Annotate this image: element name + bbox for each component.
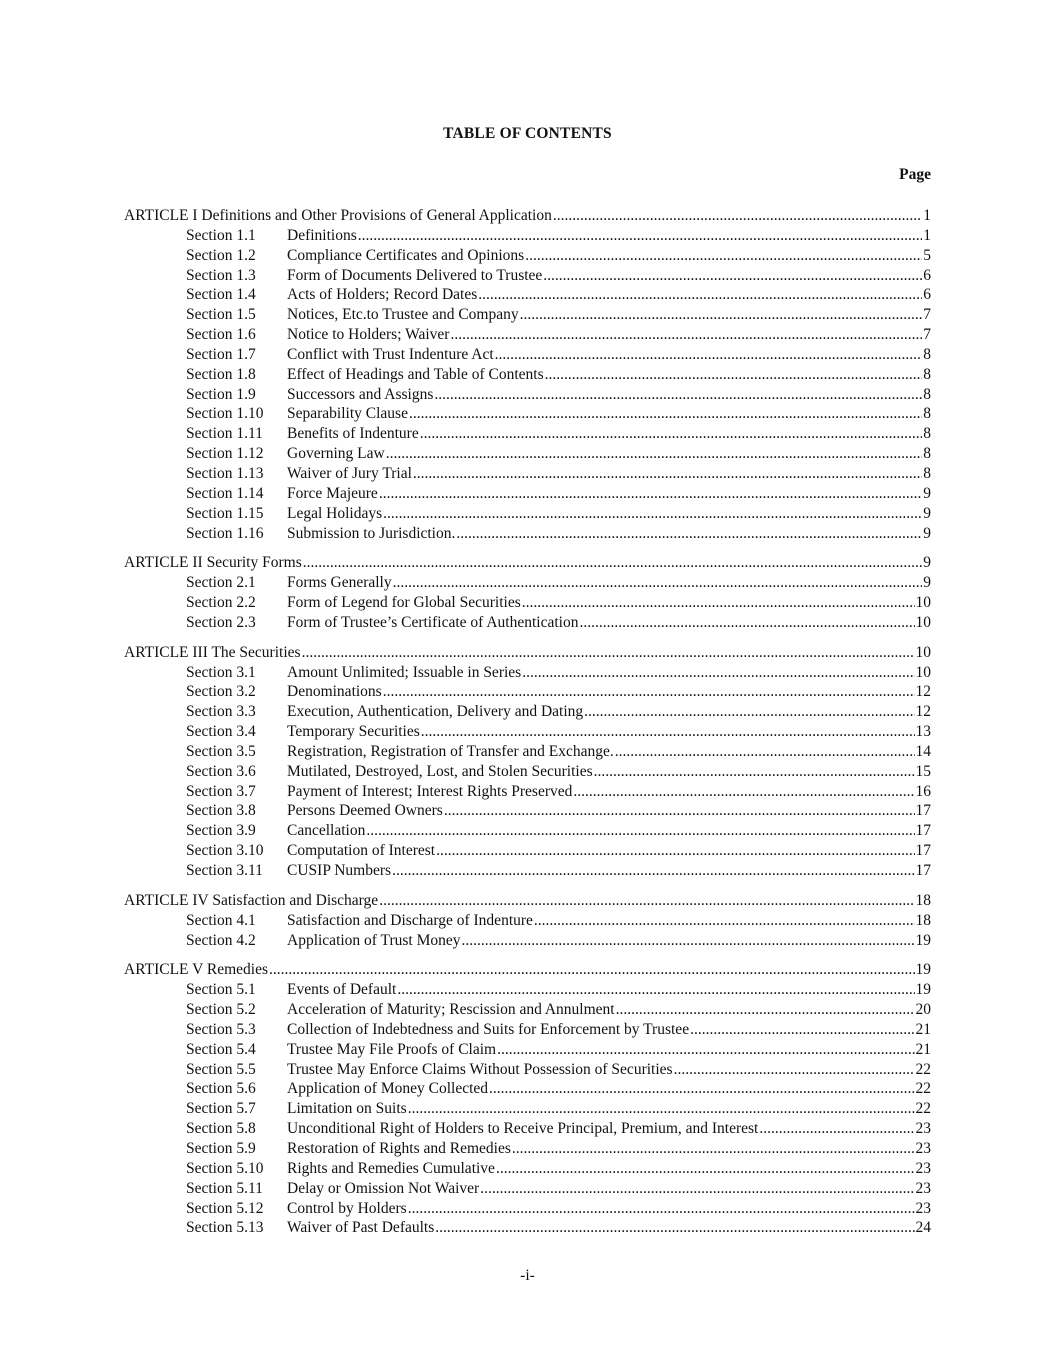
section-number: Section 2.1 <box>186 574 256 592</box>
section-number: Section 1.10 <box>186 405 264 423</box>
section-number: Section 5.4 <box>186 1040 256 1058</box>
toc-section-entry[interactable] <box>124 1060 931 1080</box>
section-title: Persons Deemed Owners <box>287 802 443 820</box>
toc-article-entry[interactable] <box>124 891 931 911</box>
dot-leader <box>409 404 922 424</box>
page-title: TABLE OF CONTENTS <box>443 125 612 142</box>
page-number: 9 <box>923 524 931 542</box>
dot-leader <box>434 385 922 405</box>
article-title: ARTICLE II Security Forms <box>124 554 302 572</box>
page-number: 15 <box>915 762 931 780</box>
page-number: 17 <box>915 842 931 860</box>
dot-leader <box>584 702 914 722</box>
section-number: Section 1.12 <box>186 445 264 463</box>
toc-section-entry[interactable] <box>124 782 931 802</box>
dot-leader <box>408 1199 915 1219</box>
toc-section-entry[interactable] <box>124 1159 931 1179</box>
section-number: Section 5.2 <box>186 1001 256 1019</box>
dot-leader <box>594 762 915 782</box>
section-number: Section 5.10 <box>186 1159 264 1177</box>
dot-leader <box>690 1020 914 1040</box>
dot-leader <box>489 1079 914 1099</box>
toc-section-entry[interactable] <box>124 931 931 951</box>
toc-section-entry[interactable] <box>124 1139 931 1159</box>
section-title: Compliance Certificates and Opinions <box>287 246 525 264</box>
page-number: 23 <box>915 1120 931 1138</box>
section-number: Section 4.1 <box>186 911 256 929</box>
toc-section-entry[interactable] <box>124 524 931 544</box>
section-title: Acceleration of Maturity; Rescission and Annulment <box>287 1001 615 1019</box>
toc-section-entry[interactable] <box>124 821 931 841</box>
toc-article-entry[interactable] <box>124 206 931 226</box>
dot-leader <box>615 742 915 762</box>
section-title: Control by Holders <box>287 1199 407 1217</box>
section-title: Application of Money Collected <box>287 1080 489 1098</box>
dot-leader <box>616 1000 915 1020</box>
dot-leader <box>358 226 923 246</box>
section-title: Separability Clause <box>287 405 408 423</box>
section-number: Section 1.1 <box>186 226 256 244</box>
toc-section-entry[interactable] <box>124 345 931 365</box>
toc-section-entry[interactable] <box>124 722 931 742</box>
dot-leader <box>543 266 922 286</box>
dot-leader <box>435 1218 914 1238</box>
dot-leader <box>522 663 914 683</box>
page-number: 17 <box>915 822 931 840</box>
page-number: 24 <box>915 1219 931 1237</box>
toc-section-entry[interactable] <box>124 801 931 821</box>
dot-leader <box>383 504 922 524</box>
page-number: 1 <box>923 207 931 224</box>
dot-leader <box>436 841 914 861</box>
section-title: Notices, Etc.to Trustee and Company <box>287 306 519 324</box>
section-title: Execution, Authentication, Delivery and Dating <box>287 703 584 721</box>
page-number: 12 <box>915 703 931 721</box>
page-number: 12 <box>915 683 931 701</box>
section-number: Section 1.5 <box>186 306 256 324</box>
section-title: Payment of Interest; Interest Rights Preserved <box>287 782 573 800</box>
dot-leader <box>386 444 923 464</box>
section-title: Registration, Registration of Transfer and Exchange. <box>287 742 614 760</box>
toc-section-entry[interactable] <box>124 444 931 464</box>
dot-leader <box>480 1179 914 1199</box>
toc-article-block <box>124 891 931 951</box>
page-number: 10 <box>915 643 931 661</box>
page-number: 17 <box>915 862 931 879</box>
page-number: 10 <box>915 613 931 631</box>
toc-section-entry[interactable] <box>124 484 931 504</box>
toc-section-entry[interactable] <box>124 365 931 385</box>
section-title: Definitions <box>287 226 357 244</box>
dot-leader <box>393 573 923 593</box>
article-title: ARTICLE IV Satisfaction and Discharge <box>124 891 379 909</box>
section-number: Section 1.6 <box>186 326 256 344</box>
section-number: Section 5.12 <box>186 1199 264 1217</box>
page-number: 8 <box>923 345 931 363</box>
page-number: 10 <box>915 663 931 681</box>
page-number: 19 <box>915 981 931 999</box>
section-title: Submission to Jurisdiction. <box>287 524 456 542</box>
page-number: 19 <box>915 961 931 979</box>
page-number: 20 <box>915 1001 931 1019</box>
section-number: Section 3.8 <box>186 802 256 820</box>
section-number: Section 3.4 <box>186 723 256 741</box>
section-title: Temporary Securities <box>287 723 420 741</box>
dot-leader <box>408 1099 915 1119</box>
dot-leader <box>444 801 915 821</box>
dot-leader <box>534 911 915 931</box>
toc-section-entry[interactable] <box>124 1218 931 1238</box>
toc-article-block <box>124 206 931 543</box>
page-number: 1 <box>923 226 931 244</box>
section-title: Trustee May File Proofs of Claim <box>287 1040 497 1058</box>
page-number-footer: -i- <box>520 1267 535 1284</box>
toc-section-entry[interactable] <box>124 1000 931 1020</box>
section-title: Form of Documents Delivered to Trustee <box>287 266 543 284</box>
toc-section-entry[interactable] <box>124 1040 931 1060</box>
section-number: Section 3.3 <box>186 703 256 721</box>
section-number: Section 1.8 <box>186 365 256 383</box>
dot-leader <box>462 931 915 951</box>
page-number: 21 <box>915 1020 931 1038</box>
toc-section-entry[interactable] <box>124 226 931 246</box>
page-number: 9 <box>923 574 931 592</box>
toc-section-entry[interactable] <box>124 1179 931 1199</box>
toc-section-entry[interactable] <box>124 682 931 702</box>
toc-section-entry[interactable] <box>124 841 931 861</box>
page-number: 6 <box>923 286 931 304</box>
page-number: 18 <box>915 891 931 909</box>
toc-section-entry[interactable] <box>124 702 931 722</box>
page-number: 9 <box>923 504 931 522</box>
section-number: Section 5.6 <box>186 1080 256 1098</box>
section-title: Legal Holidays <box>287 504 383 522</box>
page-number: 17 <box>915 802 931 820</box>
dot-leader <box>759 1119 914 1139</box>
toc-section-entry[interactable] <box>124 504 931 524</box>
section-number: Section 5.8 <box>186 1120 256 1138</box>
section-number: Section 1.9 <box>186 385 256 403</box>
section-title: Rights and Remedies Cumulative <box>287 1159 495 1177</box>
dot-leader <box>512 1139 915 1159</box>
dot-leader <box>302 643 915 663</box>
section-number: Section 1.11 <box>186 425 263 443</box>
toc-section-entry[interactable] <box>124 266 931 286</box>
dot-leader <box>553 206 922 226</box>
toc-article-entry[interactable] <box>124 960 931 980</box>
page-number: 9 <box>923 484 931 502</box>
page-number: 23 <box>915 1179 931 1197</box>
toc-section-entry[interactable] <box>124 385 931 405</box>
section-title: Delay or Omission Not Waiver <box>287 1179 480 1197</box>
page-number: 16 <box>915 782 931 800</box>
section-number: Section 3.5 <box>186 742 256 760</box>
dot-leader <box>450 325 922 345</box>
section-number: Section 1.13 <box>186 464 264 482</box>
toc-section-entry[interactable] <box>124 742 931 762</box>
page-number: 18 <box>915 911 931 929</box>
section-title: Governing Law <box>287 445 385 463</box>
section-title: Denominations <box>287 683 382 701</box>
page-number: 10 <box>915 594 931 612</box>
page-number: 8 <box>923 425 931 443</box>
page-number: 22 <box>915 1100 931 1118</box>
page-number: 8 <box>923 464 931 482</box>
page-number: 8 <box>923 405 931 423</box>
toc-section-entry[interactable] <box>124 861 931 881</box>
page-number: 23 <box>915 1139 931 1157</box>
page-number: 23 <box>915 1199 931 1217</box>
page-number: 5 <box>923 246 931 264</box>
toc-section-entry[interactable] <box>124 424 931 444</box>
section-title: Form of Trustee’s Certificate of Authentication <box>287 613 579 631</box>
section-number: Section 3.6 <box>186 762 256 780</box>
section-number: Section 5.9 <box>186 1139 256 1157</box>
section-title: Acts of Holders; Record Dates <box>287 286 478 304</box>
section-number: Section 5.1 <box>186 981 256 999</box>
toc-article-entry[interactable] <box>124 643 931 663</box>
section-title: Waiver of Past Defaults <box>287 1219 435 1237</box>
section-title: Mutilated, Destroyed, Lost, and Stolen Securities <box>287 762 593 780</box>
section-title: Benefits of Indenture <box>287 425 419 443</box>
dot-leader <box>397 980 914 1000</box>
toc-section-entry[interactable] <box>124 911 931 931</box>
page-number: 21 <box>915 1040 931 1058</box>
section-number: Section 1.2 <box>186 246 256 264</box>
section-title: Effect of Headings and Table of Contents <box>287 365 544 383</box>
section-title: Unconditional Right of Holders to Receive Principal, Premium, and Interest <box>287 1120 759 1138</box>
section-title: Notice to Holders; Waiver <box>287 326 450 344</box>
section-number: Section 5.5 <box>186 1060 256 1078</box>
toc-section-entry[interactable] <box>124 1020 931 1040</box>
dot-leader <box>413 464 922 484</box>
section-number: Section 2.2 <box>186 594 256 612</box>
section-number: Section 3.2 <box>186 683 256 701</box>
page-number: 7 <box>923 306 931 324</box>
article-title: ARTICLE III The Securities <box>124 643 301 661</box>
section-title: Restoration of Rights and Remedies <box>287 1139 511 1157</box>
section-title: Waiver of Jury Trial <box>287 464 412 482</box>
section-number: Section 1.16 <box>186 524 264 542</box>
section-title: Conflict with Trust Indenture Act <box>287 345 494 363</box>
toc-section-entry[interactable] <box>124 464 931 484</box>
dot-leader <box>579 613 914 633</box>
section-number: Section 3.11 <box>186 862 263 879</box>
page-number: 9 <box>923 554 931 572</box>
toc-section-entry[interactable] <box>124 285 931 305</box>
toc-article-block <box>124 960 931 1238</box>
page-number: 23 <box>915 1159 931 1177</box>
article-title: ARTICLE I Definitions and Other Provisions of General Application <box>124 207 552 224</box>
dot-leader <box>545 365 923 385</box>
table-of-contents <box>124 206 931 1248</box>
dot-leader <box>525 246 922 266</box>
section-number: Section 3.9 <box>186 822 256 840</box>
section-number: Section 5.7 <box>186 1100 256 1118</box>
toc-section-entry[interactable] <box>124 1079 931 1099</box>
page-number: 7 <box>923 326 931 344</box>
page-number: 22 <box>915 1080 931 1098</box>
toc-section-entry[interactable] <box>124 762 931 782</box>
dot-leader <box>392 861 914 881</box>
toc-section-entry[interactable] <box>124 1119 931 1139</box>
dot-leader <box>497 1040 914 1060</box>
section-number: Section 1.15 <box>186 504 264 522</box>
page-number: 13 <box>915 723 931 741</box>
dot-leader <box>421 722 915 742</box>
section-title: Successors and Assigns <box>287 385 434 403</box>
section-title: CUSIP Numbers <box>287 862 392 879</box>
toc-section-entry[interactable] <box>124 246 931 266</box>
section-title: Collection of Indebtedness and Suits for Enforcement by Trustee <box>287 1020 690 1038</box>
section-number: Section 3.10 <box>186 842 264 860</box>
toc-section-entry[interactable] <box>124 663 931 683</box>
section-number: Section 1.3 <box>186 266 256 284</box>
section-number: Section 4.2 <box>186 931 256 949</box>
dot-leader <box>573 782 914 802</box>
section-number: Section 2.3 <box>186 613 256 631</box>
dot-leader <box>366 821 914 841</box>
toc-article-entry[interactable] <box>124 553 931 573</box>
toc-article-block <box>124 643 931 881</box>
dot-leader <box>478 285 922 305</box>
toc-section-entry[interactable] <box>124 613 931 633</box>
dot-leader <box>269 960 914 980</box>
dot-leader <box>379 484 922 504</box>
dot-leader <box>522 593 915 613</box>
section-number: Section 5.13 <box>186 1219 264 1237</box>
dot-leader <box>674 1060 915 1080</box>
toc-section-entry[interactable] <box>124 404 931 424</box>
page-number: 22 <box>915 1060 931 1078</box>
dot-leader <box>496 1159 915 1179</box>
section-number: Section 3.1 <box>186 663 256 681</box>
toc-section-entry[interactable] <box>124 593 931 613</box>
dot-leader <box>383 682 915 702</box>
toc-article-block <box>124 553 931 632</box>
dot-leader <box>520 305 923 325</box>
toc-section-entry[interactable] <box>124 980 931 1000</box>
article-title: ARTICLE V Remedies <box>124 961 269 979</box>
page-number: 14 <box>915 742 931 760</box>
section-title: Form of Legend for Global Securities <box>287 594 521 612</box>
dot-leader <box>303 553 923 573</box>
section-number: Section 3.7 <box>186 782 256 800</box>
page-number: 8 <box>923 445 931 463</box>
section-number: Section 1.7 <box>186 345 256 363</box>
section-title: Satisfaction and Discharge of Indenture <box>287 911 533 929</box>
toc-section-entry[interactable] <box>124 325 931 345</box>
page-column-label: Page <box>899 166 931 183</box>
toc-section-entry[interactable] <box>124 1199 931 1219</box>
section-number: Section 5.3 <box>186 1020 256 1038</box>
section-number: Section 1.4 <box>186 286 256 304</box>
dot-leader <box>420 424 923 444</box>
section-title: Force Majeure <box>287 484 378 502</box>
section-title: Forms Generally <box>287 574 392 592</box>
page-number: 19 <box>915 931 931 949</box>
section-title: Computation of Interest <box>287 842 436 860</box>
dot-leader <box>379 891 914 911</box>
section-number: Section 1.14 <box>186 484 264 502</box>
page-number: 8 <box>923 365 931 383</box>
section-title: Trustee May Enforce Claims Without Possession of Securities <box>287 1060 673 1078</box>
toc-section-entry[interactable] <box>124 305 931 325</box>
toc-section-entry[interactable] <box>124 573 931 593</box>
section-title: Events of Default <box>287 981 397 999</box>
page-number: 6 <box>923 266 931 284</box>
dot-leader <box>456 524 922 544</box>
section-title: Amount Unlimited; Issuable in Series <box>287 663 522 681</box>
section-title: Cancellation <box>287 822 366 840</box>
section-number: Section 5.11 <box>186 1179 263 1197</box>
section-title: Application of Trust Money <box>287 931 461 949</box>
toc-section-entry[interactable] <box>124 1099 931 1119</box>
section-title: Limitation on Suits <box>287 1100 407 1118</box>
dot-leader <box>495 345 923 365</box>
page-number: 8 <box>923 385 931 403</box>
